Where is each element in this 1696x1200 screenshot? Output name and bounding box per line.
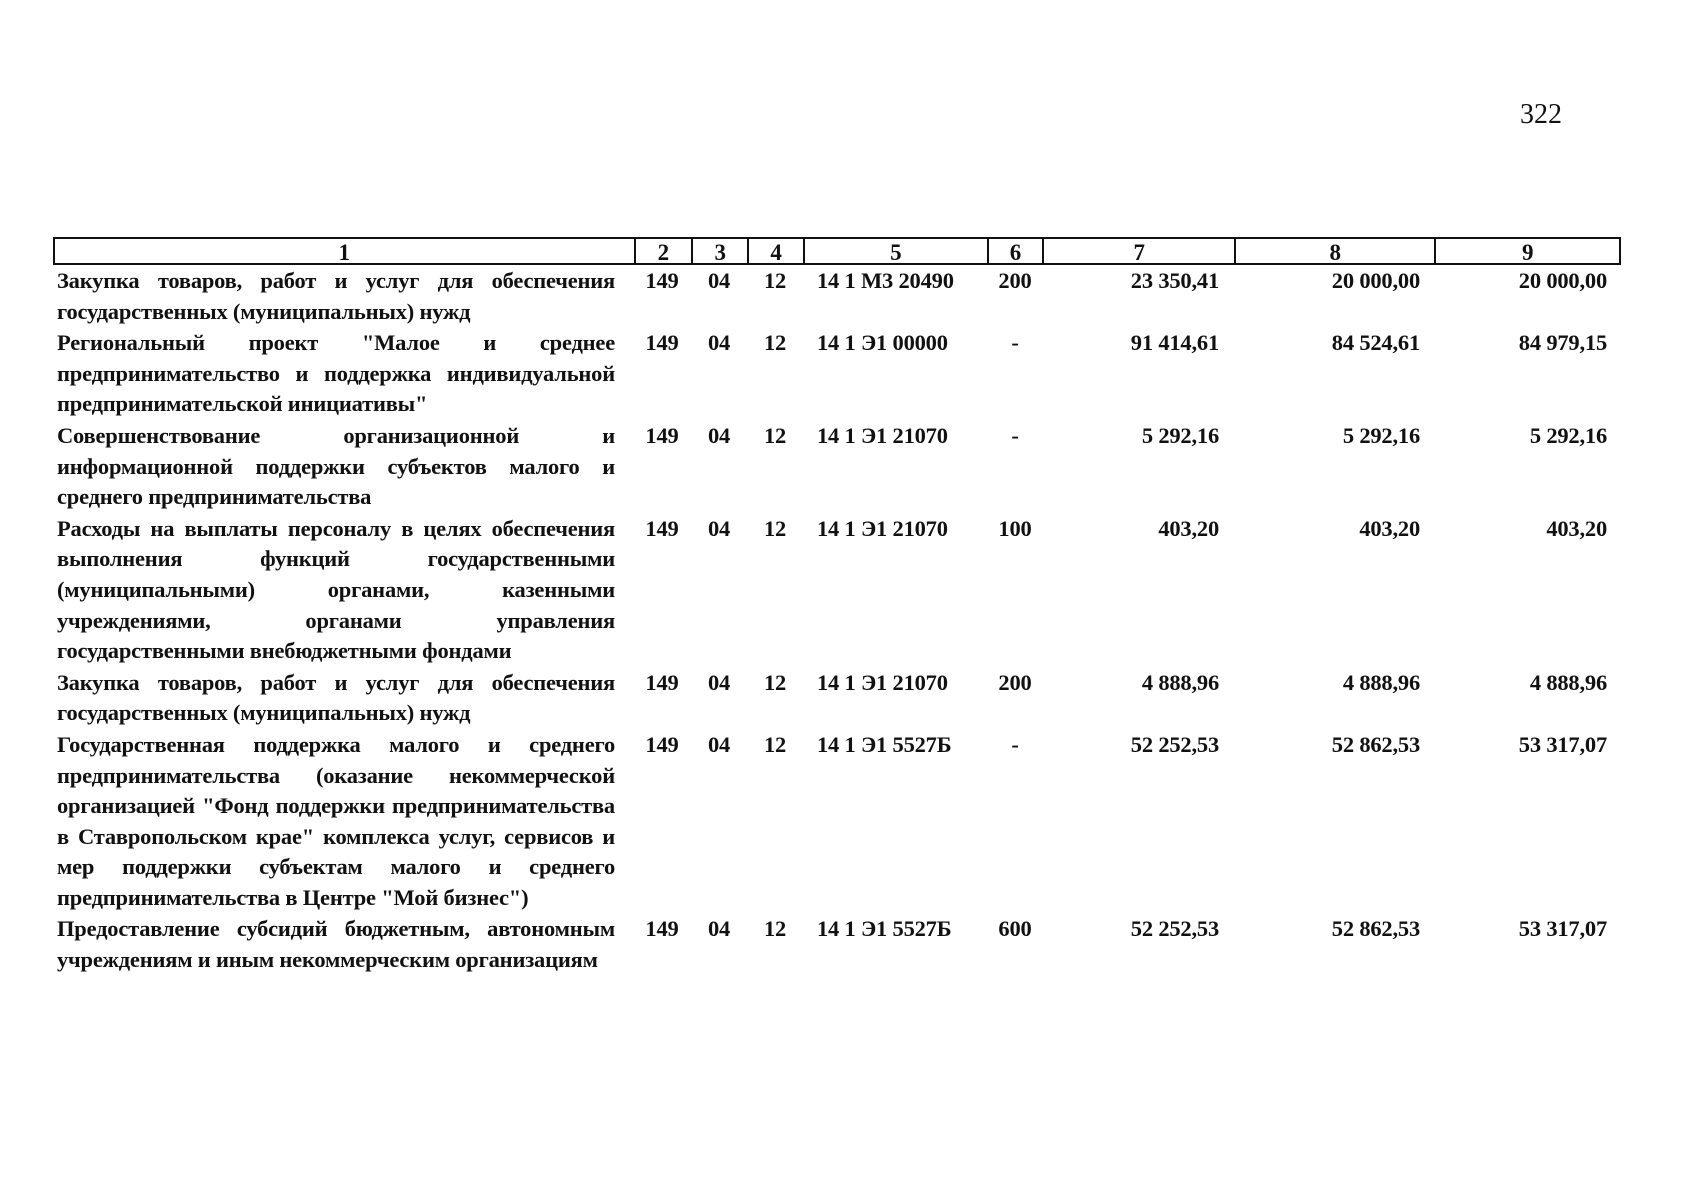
header-cell: 1 — [338, 240, 350, 265]
cell-amount-1: 23 350,41 — [1130, 268, 1219, 293]
cell-amount-2: 5 292,16 — [1342, 422, 1420, 448]
cell-section: 04 — [707, 422, 731, 448]
cell-expense-type: - — [1011, 330, 1019, 356]
table-row — [53, 266, 1621, 327]
cell-expense-type: 200 — [998, 268, 1032, 293]
row-name: Расходы на выплаты персоналу в целях обеспечения выполнения функций государственными (муниципальными) органами, казенными учреждениями, органами управления государственными внебюджетными фондами — [57, 515, 615, 664]
row-name: Предоставление субсидий бюджетным, автономным учреждениям и иным некоммерческим организациям — [57, 916, 615, 973]
row-name: Региональный проект "Малое и среднее предпринимательство и поддержка индивидуальной предпринимательской инициативы" — [57, 330, 615, 417]
cell-subsection: 12 — [763, 731, 787, 757]
cell-amount-2: 84 524,61 — [1331, 330, 1420, 356]
row-name: Закупка товаров, работ и услуг для обеспечения государственных (муниципальных) нужд — [57, 268, 615, 324]
header-cell: 4 — [747, 239, 803, 263]
cell-ministry: 149 — [645, 515, 679, 541]
header-cell: 6 — [987, 239, 1043, 263]
header-cell: 9 — [1434, 239, 1619, 263]
cell-expense-type: 600 — [998, 916, 1032, 942]
table-row — [53, 914, 1621, 975]
cell-subsection: 12 — [763, 422, 787, 448]
cell-target-article: 14 1 Э1 21070 — [817, 422, 948, 448]
cell-section: 04 — [707, 330, 731, 356]
cell-amount-3: 20 000,00 — [1518, 268, 1607, 293]
cell-section: 04 — [707, 731, 731, 757]
header-cell: 2 — [634, 239, 692, 263]
cell-expense-type: 100 — [998, 515, 1032, 541]
row-name: Государственная поддержка малого и среднего предпринимательства (оказание некоммерческой организацией "Фонд поддержки предпринимательства в Ставропольском крае" комплекса услуг, сервисов и мер поддержки субъектам малого и среднего предпринимательства в Центре "Мой бизнес") — [57, 731, 615, 910]
header-cell: 7 — [1042, 239, 1234, 263]
cell-subsection: 12 — [763, 669, 787, 695]
cell-section: 04 — [707, 669, 731, 695]
cell-amount-2: 52 862,53 — [1331, 916, 1420, 942]
cell-subsection: 12 — [763, 515, 787, 541]
row-name: Закупка товаров, работ и услуг для обеспечения государственных (муниципальных) нужд — [57, 669, 615, 726]
cell-ministry: 149 — [645, 916, 679, 942]
cell-subsection: 12 — [763, 916, 787, 942]
cell-ministry: 149 — [645, 669, 679, 695]
cell-target-article: 14 1 М3 20490 — [817, 268, 954, 293]
table-row — [53, 421, 1621, 513]
page-number: 322 — [1520, 99, 1562, 130]
cell-target-article: 14 1 Э1 21070 — [817, 669, 948, 695]
cell-amount-3: 53 317,07 — [1518, 731, 1607, 757]
cell-amount-2: 52 862,53 — [1331, 731, 1420, 757]
cell-target-article: 14 1 Э1 5527Б — [817, 731, 952, 757]
header-cell: 5 — [803, 239, 987, 263]
cell-amount-3: 5 292,16 — [1529, 422, 1607, 448]
cell-ministry: 149 — [645, 330, 679, 356]
row-name: Совершенствование организационной и информационной поддержки субъектов малого и среднего предпринимательства — [57, 422, 615, 510]
cell-amount-3: 403,20 — [1546, 515, 1607, 541]
cell-amount-3: 53 317,07 — [1518, 916, 1607, 942]
cell-section: 04 — [707, 916, 731, 942]
header-cell: 8 — [1234, 239, 1434, 263]
cell-amount-2: 20 000,00 — [1331, 268, 1420, 293]
cell-subsection: 12 — [763, 330, 787, 356]
table-row — [53, 730, 1621, 914]
cell-ministry: 149 — [645, 731, 679, 757]
cell-amount-1: 403,20 — [1158, 515, 1219, 541]
table-header-row — [53, 237, 1621, 265]
header-cell: 3 — [691, 239, 747, 263]
cell-target-article: 14 1 Э1 21070 — [817, 515, 948, 541]
cell-section: 04 — [707, 515, 731, 541]
cell-section: 04 — [707, 268, 731, 293]
cell-expense-type: - — [1011, 422, 1019, 448]
budget-table — [53, 237, 1621, 976]
cell-amount-1: 52 252,53 — [1130, 916, 1219, 942]
cell-amount-1: 5 292,16 — [1141, 422, 1219, 448]
cell-target-article: 14 1 Э1 5527Б — [817, 916, 952, 942]
cell-amount-3: 84 979,15 — [1518, 330, 1607, 356]
cell-amount-1: 4 888,96 — [1141, 669, 1219, 695]
cell-ministry: 149 — [645, 422, 679, 448]
table-row — [53, 514, 1621, 667]
cell-ministry: 149 — [645, 268, 679, 293]
cell-subsection: 12 — [763, 268, 787, 293]
cell-amount-1: 52 252,53 — [1130, 731, 1219, 757]
table-row — [53, 328, 1621, 420]
table-row — [53, 668, 1621, 729]
cell-target-article: 14 1 Э1 00000 — [817, 330, 948, 356]
cell-amount-2: 403,20 — [1359, 515, 1420, 541]
cell-expense-type: - — [1011, 731, 1019, 757]
cell-expense-type: 200 — [998, 669, 1032, 695]
cell-amount-1: 91 414,61 — [1130, 330, 1219, 356]
cell-amount-3: 4 888,96 — [1529, 669, 1607, 695]
cell-amount-2: 4 888,96 — [1342, 669, 1420, 695]
